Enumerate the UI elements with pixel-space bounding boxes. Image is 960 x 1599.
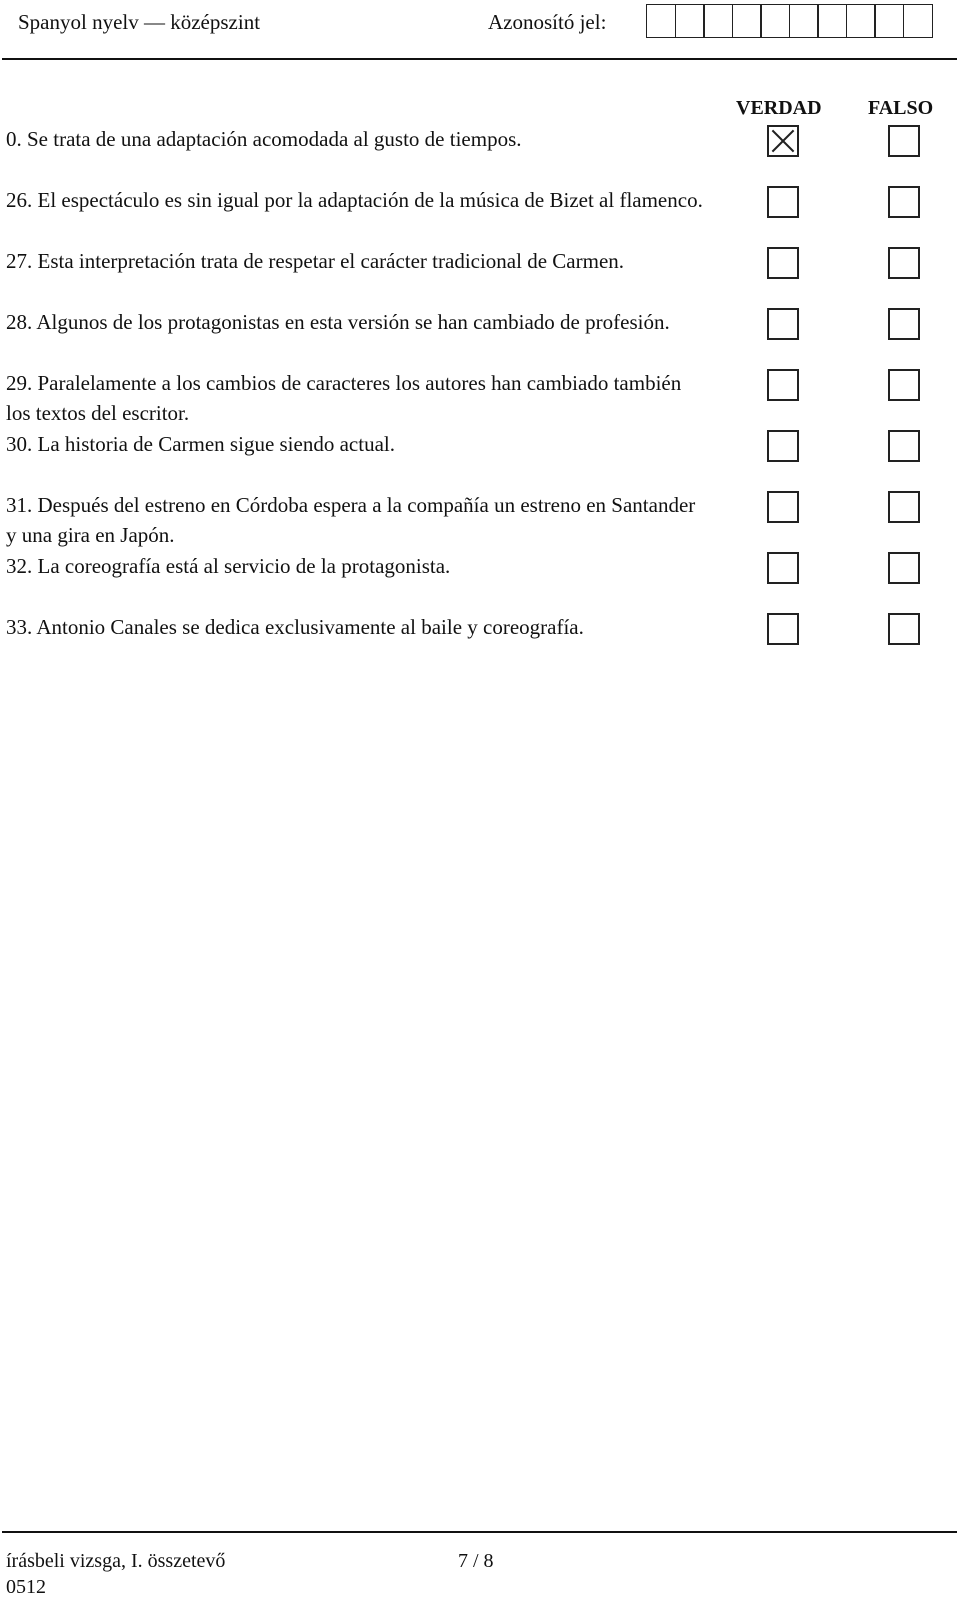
- id-box[interactable]: [703, 4, 733, 38]
- header-subject: Spanyol nyelv — középszint: [18, 10, 261, 34]
- verdad-checkbox-26[interactable]: [767, 186, 799, 218]
- footer-divider: [2, 1531, 957, 1533]
- footer-page-number: 7 / 8: [458, 1550, 494, 1572]
- footer-exam-code: 0512: [6, 1576, 46, 1598]
- falso-checkbox-29[interactable]: [888, 369, 920, 401]
- header-divider: [2, 58, 957, 60]
- statement-33: 33. Antonio Canales se dedica exclusivamente al baile y coreografía.: [6, 615, 584, 639]
- verdad-checkbox-29[interactable]: [767, 369, 799, 401]
- falso-checkbox-28[interactable]: [888, 308, 920, 340]
- verdad-checkbox-32[interactable]: [767, 552, 799, 584]
- statement-32: 32. La coreografía está al servicio de la protagonista.: [6, 554, 451, 578]
- falso-checkbox-31[interactable]: [888, 491, 920, 523]
- footer-exam-label: írásbeli vizsga, I. összetevő: [6, 1550, 226, 1572]
- id-box[interactable]: [846, 4, 876, 38]
- statement-0: 0. Se trata de una adaptación acomodada al gusto de tiempos.: [6, 127, 522, 151]
- column-falso-label: FALSO: [868, 97, 934, 119]
- statement-29: 29. Paralelamente a los cambios de caracteres los autores han cambiado también los textos del escritor.: [6, 371, 682, 425]
- statement-30: 30. La historia de Carmen sigue siendo actual.: [6, 432, 395, 456]
- falso-checkbox-26[interactable]: [888, 186, 920, 218]
- id-label: Azonosító jel:: [488, 10, 607, 34]
- statement-28: 28. Algunos de los protagonistas en esta versión se han cambiado de profesión.: [6, 310, 670, 334]
- verdad-checkbox-0[interactable]: [767, 125, 799, 157]
- falso-checkbox-27[interactable]: [888, 247, 920, 279]
- verdad-checkbox-30[interactable]: [767, 430, 799, 462]
- verdad-checkbox-27[interactable]: [767, 247, 799, 279]
- column-verdad-label: VERDAD: [736, 97, 822, 119]
- falso-checkbox-32[interactable]: [888, 552, 920, 584]
- falso-checkbox-30[interactable]: [888, 430, 920, 462]
- falso-checkbox-33[interactable]: [888, 613, 920, 645]
- id-code-boxes: [646, 4, 933, 38]
- verdad-checkbox-31[interactable]: [767, 491, 799, 523]
- id-box[interactable]: [903, 4, 933, 38]
- statement-31: 31. Después del estreno en Córdoba espera a la compañía un estreno en Santander y una gira en Japón.: [6, 493, 696, 547]
- id-box[interactable]: [732, 4, 762, 38]
- id-box[interactable]: [817, 4, 847, 38]
- id-box[interactable]: [789, 4, 819, 38]
- id-box[interactable]: [675, 4, 705, 38]
- id-box[interactable]: [760, 4, 790, 38]
- verdad-checkbox-33[interactable]: [767, 613, 799, 645]
- statement-27: 27. Esta interpretación trata de respetar el carácter tradicional de Carmen.: [6, 249, 625, 273]
- id-box[interactable]: [874, 4, 904, 38]
- falso-checkbox-0[interactable]: [888, 125, 920, 157]
- statement-26: 26. El espectáculo es sin igual por la adaptación de la música de Bizet al flamenco.: [6, 188, 703, 212]
- verdad-checkbox-28[interactable]: [767, 308, 799, 340]
- id-box[interactable]: [646, 4, 676, 38]
